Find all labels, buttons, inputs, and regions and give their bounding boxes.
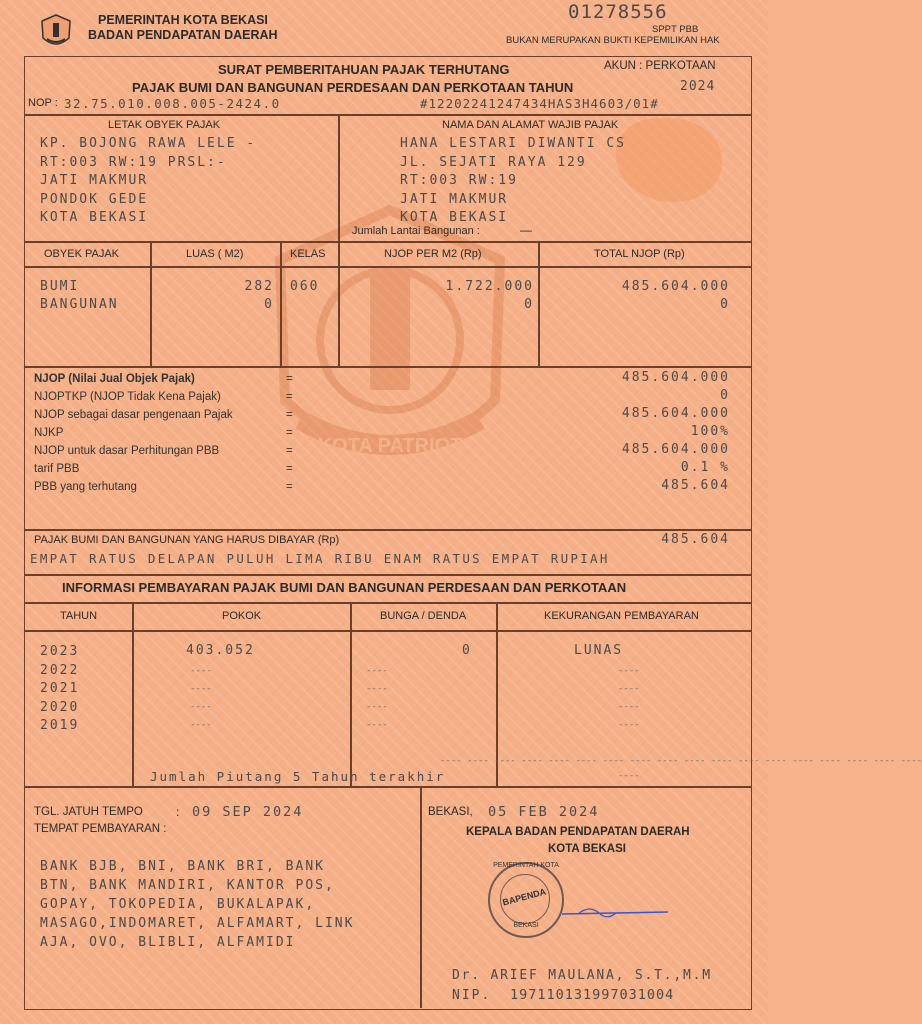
calc-value-dasar: 485.604.000 xyxy=(621,406,730,421)
col-luas: LUAS ( M2) xyxy=(186,248,244,260)
object-line: PONDOK GEDE xyxy=(40,191,149,207)
payment-pokok-2022: ---- xyxy=(190,666,212,676)
due-colon: : xyxy=(176,805,180,819)
calc-value-njoptkp: 0 xyxy=(720,388,730,403)
nip-number: 197110131997031004 xyxy=(510,987,675,1003)
payable-value: 485.604 xyxy=(661,532,730,547)
taxpayer-line: JATI MAKMUR xyxy=(400,191,509,207)
serial-number: 01278556 xyxy=(568,1,668,23)
stamp-top-text: PEMERINTAH KOTA xyxy=(493,862,559,869)
payment-bunga-2020: ---- xyxy=(366,702,388,712)
official-name: Dr. ARIEF MAULANA, S.T.,M.M xyxy=(452,968,712,983)
issue-date: 05 FEB 2024 xyxy=(488,804,600,820)
signature-mark xyxy=(560,902,670,922)
stamp-badge-text: BAPENDA xyxy=(501,886,548,908)
row-bumi-njop-m2: 1.722.000 xyxy=(445,279,534,294)
floors-label: Jumlah Lantai Bangunan : xyxy=(352,225,480,237)
sppt-label: SPPT PBB xyxy=(652,24,699,35)
title-line2: PAJAK BUMI DAN BANGUNAN PERDESAAN DAN PERKOTAAN TAHUN xyxy=(132,80,574,95)
eq-sign: = xyxy=(286,427,293,439)
object-line: RT:003 RW:19 PRSL:- xyxy=(40,154,227,170)
payment-pokok-2020: ---- xyxy=(190,702,212,712)
taxpayer-heading: NAMA DAN ALAMAT WAJIB PAJAK xyxy=(442,119,619,131)
taxpayer-line: RT:003 RW:19 xyxy=(400,173,518,188)
payment-pokok-2023: 403.052 xyxy=(186,643,255,658)
row-bangunan-total: 0 xyxy=(720,297,730,312)
col-kelas: KELAS xyxy=(290,248,326,260)
payment-kurang-2019: ---- xyxy=(618,720,640,730)
row-bangunan-obyek: BANGUNAN xyxy=(40,297,119,312)
payment-bunga-2022: ---- xyxy=(366,666,388,676)
summary-dash-line: ---- ---- ---- ---- ---- ---- ---- ---- ---- ---- ---- ---- ---- ---- ---- ---- ---- ---- xyxy=(440,756,922,766)
eq-sign: = xyxy=(286,445,293,457)
official-title1: KEPALA BADAN PENDAPATAN DAERAH xyxy=(466,826,690,838)
payment-years xyxy=(40,643,79,736)
col-bunga: BUNGA / DENDA xyxy=(380,610,467,622)
col-pokok: POKOK xyxy=(222,610,262,622)
taxpayer-line: KOTA BEKASI xyxy=(400,210,509,225)
payment-year: 2022 xyxy=(40,662,80,678)
document-code: #12202241247434HAS3H4603/01# xyxy=(420,96,659,111)
object-line: KOTA BEKASI xyxy=(40,210,149,225)
nop-number: 32.75.010.008.005-2424.0 xyxy=(64,96,281,111)
summary-value: ---- xyxy=(618,771,640,781)
due-date: 09 SEP 2024 xyxy=(192,804,304,820)
city-logo-icon xyxy=(40,14,72,50)
object-line: KP. BOJONG RAWA LELE - xyxy=(40,136,257,151)
calc-label-njkp: NJKP xyxy=(34,427,64,439)
payment-place-line: GOPAY, TOKOPEDIA, BUKALAPAK, xyxy=(40,897,316,912)
place-label: TEMPAT PEMBAYARAN : xyxy=(34,823,167,835)
payment-year: 2023 xyxy=(40,644,80,659)
official-stamp xyxy=(488,862,564,938)
floors-value: — xyxy=(520,223,532,237)
watermark-text: KOTA PATRIOT xyxy=(317,435,463,457)
eq-sign: = xyxy=(286,373,293,385)
payable-label: PAJAK BUMI DAN BANGUNAN YANG HARUS DIBAYAR (Rp) xyxy=(34,534,340,546)
payment-bunga-2023: 0 xyxy=(462,643,472,658)
row-bangunan-luas: 0 xyxy=(264,297,274,312)
payment-pokok-2019: ---- xyxy=(190,720,212,730)
calc-label-njop: NJOP (Nilai Jual Objek Pajak) xyxy=(34,373,195,385)
object-address xyxy=(40,135,256,228)
payment-place-line: AJA, OVO, BLIBLI, ALFAMIDI xyxy=(40,935,296,950)
gov-line2: BADAN PENDAPATAN DAERAH xyxy=(88,28,278,42)
payment-year: 2021 xyxy=(40,681,80,696)
payment-bunga-2019: ---- xyxy=(366,720,388,730)
row-bumi-kelas: 060 xyxy=(290,279,320,294)
akun: AKUN : PERKOTAAN xyxy=(604,60,716,72)
payment-info-heading: INFORMASI PEMBAYARAN PAJAK BUMI DAN BANGUNAN PERDESAAN DAN PERKOTAAN xyxy=(62,580,627,595)
payable-words: EMPAT RATUS DELAPAN PULUH LIMA RIBU ENAM RATUS EMPAT RUPIAH xyxy=(30,551,610,566)
taxpayer-address xyxy=(400,135,626,228)
col-tahun: TAHUN xyxy=(60,610,98,622)
eq-sign: = xyxy=(286,409,293,421)
row-bumi-obyek: BUMI xyxy=(40,279,80,294)
payment-bunga-2021: ---- xyxy=(366,684,388,694)
payment-place-line: BANK BJB, BNI, BANK BRI, BANK xyxy=(40,859,325,874)
row-bumi-luas: 282 xyxy=(244,279,274,294)
payment-place-line: BTN, BANK MANDIRI, KANTOR POS, xyxy=(40,878,335,893)
payment-places xyxy=(40,857,354,952)
calc-label-dasar: NJOP sebagai dasar pengenaan Pajak xyxy=(34,409,233,421)
payment-pokok-2021: ---- xyxy=(190,684,212,694)
gov-line1: PEMERINTAH KOTA BEKASI xyxy=(98,13,268,27)
payment-year: 2020 xyxy=(40,699,80,715)
payment-place-line: MASAGO,INDOMARET, ALFAMART, LINK xyxy=(40,916,355,931)
col-njop-m2: NJOP PER M2 (Rp) xyxy=(384,248,482,260)
calc-label-terhutang: PBB yang terhutang xyxy=(34,481,137,493)
calc-label-perhitungan: NJOP untuk dasar Perhitungan PBB xyxy=(34,445,220,457)
row-bumi-total: 485.604.000 xyxy=(621,279,730,294)
payment-status-2023: LUNAS xyxy=(574,643,624,658)
col-kekurangan: KEKURANGAN PEMBAYARAN xyxy=(544,610,699,622)
official-title2: KOTA BEKASI xyxy=(548,843,626,855)
calc-value-njkp: 100% xyxy=(690,424,730,439)
stamp-bottom-text: BEKASI xyxy=(513,922,539,929)
taxpayer-line: JL. SEJATI RAYA 129 xyxy=(400,154,587,170)
tax-year: 2024 xyxy=(680,79,716,94)
row-bangunan-njop-m2: 0 xyxy=(524,297,534,312)
payment-kurang-2020: ---- xyxy=(618,702,640,712)
summary-label: Jumlah Piutang 5 Tahun terakhir xyxy=(150,769,446,784)
title-line1: SURAT PEMBERITAHUAN PAJAK TERHUTANG xyxy=(218,62,510,77)
eq-sign: = xyxy=(286,463,293,475)
calc-label-njoptkp: NJOPTKP (NJOP Tidak Kena Pajak) xyxy=(34,391,221,403)
calc-label-tarif: tarif PBB xyxy=(34,463,80,475)
eq-sign: = xyxy=(286,481,293,493)
object-heading: LETAK OBYEK PAJAK xyxy=(108,119,221,131)
calc-value-tarif: 0.1 % xyxy=(680,460,730,475)
object-line: JATI MAKMUR xyxy=(40,173,149,188)
taxpayer-line: HANA LESTARI DIWANTI CS xyxy=(400,136,627,151)
city-label: BEKASI, xyxy=(428,806,473,818)
payment-kurang-2022: ---- xyxy=(618,666,640,676)
col-obyek: OBYEK PAJAK xyxy=(44,248,119,260)
eq-sign: = xyxy=(286,391,293,403)
calc-value-perhitungan: 485.604.000 xyxy=(621,442,730,457)
due-label: TGL. JATUH TEMPO xyxy=(34,806,143,818)
nop-label: NOP : xyxy=(28,97,58,109)
calc-value-terhutang: 485.604 xyxy=(661,478,730,493)
calc-value-njop: 485.604.000 xyxy=(621,370,730,385)
payment-kurang-2021: ---- xyxy=(618,684,640,694)
payment-year: 2019 xyxy=(40,718,80,733)
nip-label: NIP. xyxy=(452,988,492,1003)
disclaimer: BUKAN MERUPAKAN BUKTI KEPEMILIKAN HAK xyxy=(506,35,720,46)
col-total-njop: TOTAL NJOP (Rp) xyxy=(594,248,685,260)
